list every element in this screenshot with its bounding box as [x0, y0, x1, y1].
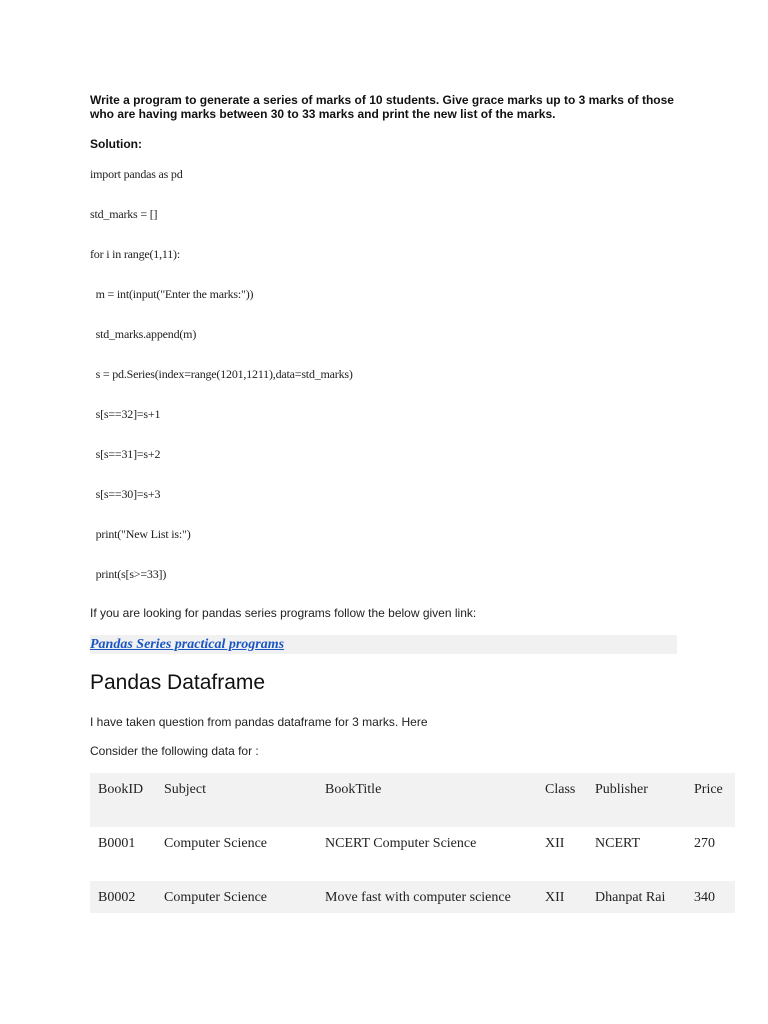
code-line: import pandas as pd [90, 167, 183, 181]
header-cell: BookTitle [325, 782, 382, 797]
table-cell: 270 [694, 836, 715, 851]
solution-label: Solution: [90, 137, 142, 151]
code-line: s = pd.Series(index=range(1201,1211),data=std_marks) [90, 367, 353, 381]
code-line: m = int(input("Enter the marks:")) [90, 287, 254, 301]
table-row [90, 881, 735, 913]
code-line: std_marks.append(m) [90, 327, 197, 341]
table-cell: NCERT [595, 836, 641, 851]
header-cell: Class [545, 782, 576, 797]
table-cell: 340 [694, 890, 715, 905]
intro-text: I have taken question from pandas dataframe for 3 marks. Here [90, 715, 428, 729]
pandas-series-link[interactable]: Pandas Series practical programs [90, 637, 285, 652]
code-line: s[s==32]=s+1 [90, 407, 161, 421]
code-line: for i in range(1,11): [90, 247, 180, 261]
table-header-row [90, 773, 735, 827]
table-cell: Move fast with computer science [325, 890, 511, 905]
table-cell: NCERT Computer Science [325, 836, 477, 851]
table-cell: B0002 [98, 890, 136, 905]
follow-text: If you are looking for pandas series programs follow the below given link: [90, 606, 477, 620]
table-cell: B0001 [98, 836, 136, 851]
code-line: std_marks = [] [90, 207, 158, 221]
link-bar [90, 635, 677, 654]
table-cell: Dhanpat Rai [595, 890, 666, 905]
header-cell: BookID [98, 782, 144, 797]
header-cell: Price [694, 782, 723, 797]
header-cell: Subject [164, 782, 206, 797]
code-line: print("New List is:") [90, 527, 191, 541]
table-cell: XII [545, 836, 565, 851]
question-text: Write a program to generate a series of marks of 10 students. Give grace marks up to 3 marks of those who are having marks between 30 to 33 marks and print the new list of the marks. [90, 93, 674, 121]
table-cell: Computer Science [164, 890, 268, 905]
table-row [90, 827, 735, 881]
table-cell: XII [545, 890, 565, 905]
code-line: s[s==31]=s+2 [90, 447, 161, 461]
section-heading: Pandas Dataframe [90, 671, 266, 694]
table-cell: Computer Science [164, 836, 268, 851]
code-line: s[s==30]=s+3 [90, 487, 161, 501]
books-table [90, 773, 735, 913]
header-cell: Publisher [595, 782, 648, 797]
code-line: print(s[s>=33]) [90, 567, 167, 581]
consider-text: Consider the following data for : [90, 744, 259, 758]
